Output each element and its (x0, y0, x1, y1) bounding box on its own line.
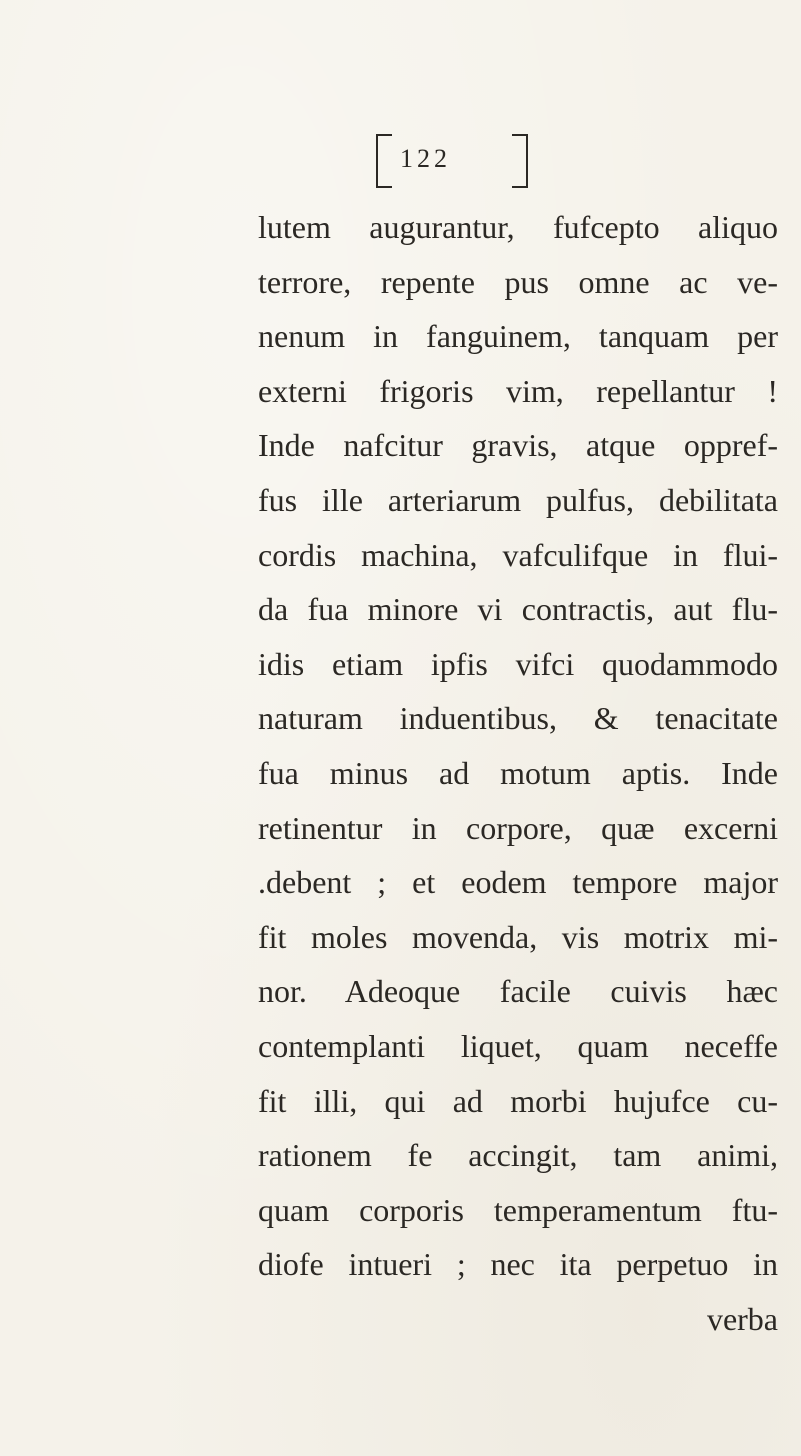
text-line: contemplanti liquet, quam neceffe (258, 1027, 778, 1064)
text-line: lutem augurantur, fufcepto aliquo (258, 209, 778, 245)
text-line: nenum in fanguinem, tanquam per (258, 318, 778, 355)
text-line: .debent ; et eodem tempore major (258, 864, 778, 901)
text-line: nor. Adeoque facile cuivis hæc (258, 973, 778, 1010)
text-line: retinentur in corpore, quæ excerni (258, 809, 778, 846)
text-line: diofe intueri ; nec ita perpetuo in (258, 1246, 778, 1283)
body-text (258, 200, 778, 1346)
left-bracket (376, 134, 392, 188)
text-line: naturam induentibus, & tenacitate (258, 700, 778, 737)
text-line: terrore, repente pus omne ac ve- (258, 263, 778, 300)
text-line: rationem fe accingit, tam animi, (258, 1137, 778, 1174)
text-line: fit illi, qui ad morbi hujufce cu- (258, 1082, 778, 1119)
text-line: quam corporis temperamentum ftu- (258, 1191, 778, 1228)
text-line: externi frigoris vim, repellantur ! (258, 372, 778, 409)
right-bracket (512, 134, 528, 188)
text-line: fua minus ad motum aptis. Inde (258, 754, 778, 791)
page-header (0, 134, 801, 194)
text-line: fus ille arteriarum pulfus, debilitata (258, 481, 778, 518)
text-line: idis etiam ipfis vifci quodammodo (258, 645, 778, 682)
text-line: da fua minore vi contractis, aut flu- (258, 591, 778, 628)
text-line: cordis machina, vafculifque in flui- (258, 536, 778, 573)
page-number: 122 (400, 144, 451, 173)
text-line: Inde nafcitur gravis, atque oppref- (258, 427, 778, 464)
catchword: verba (706, 1300, 778, 1337)
text-line: fit moles movenda, vis motrix mi- (258, 918, 778, 955)
